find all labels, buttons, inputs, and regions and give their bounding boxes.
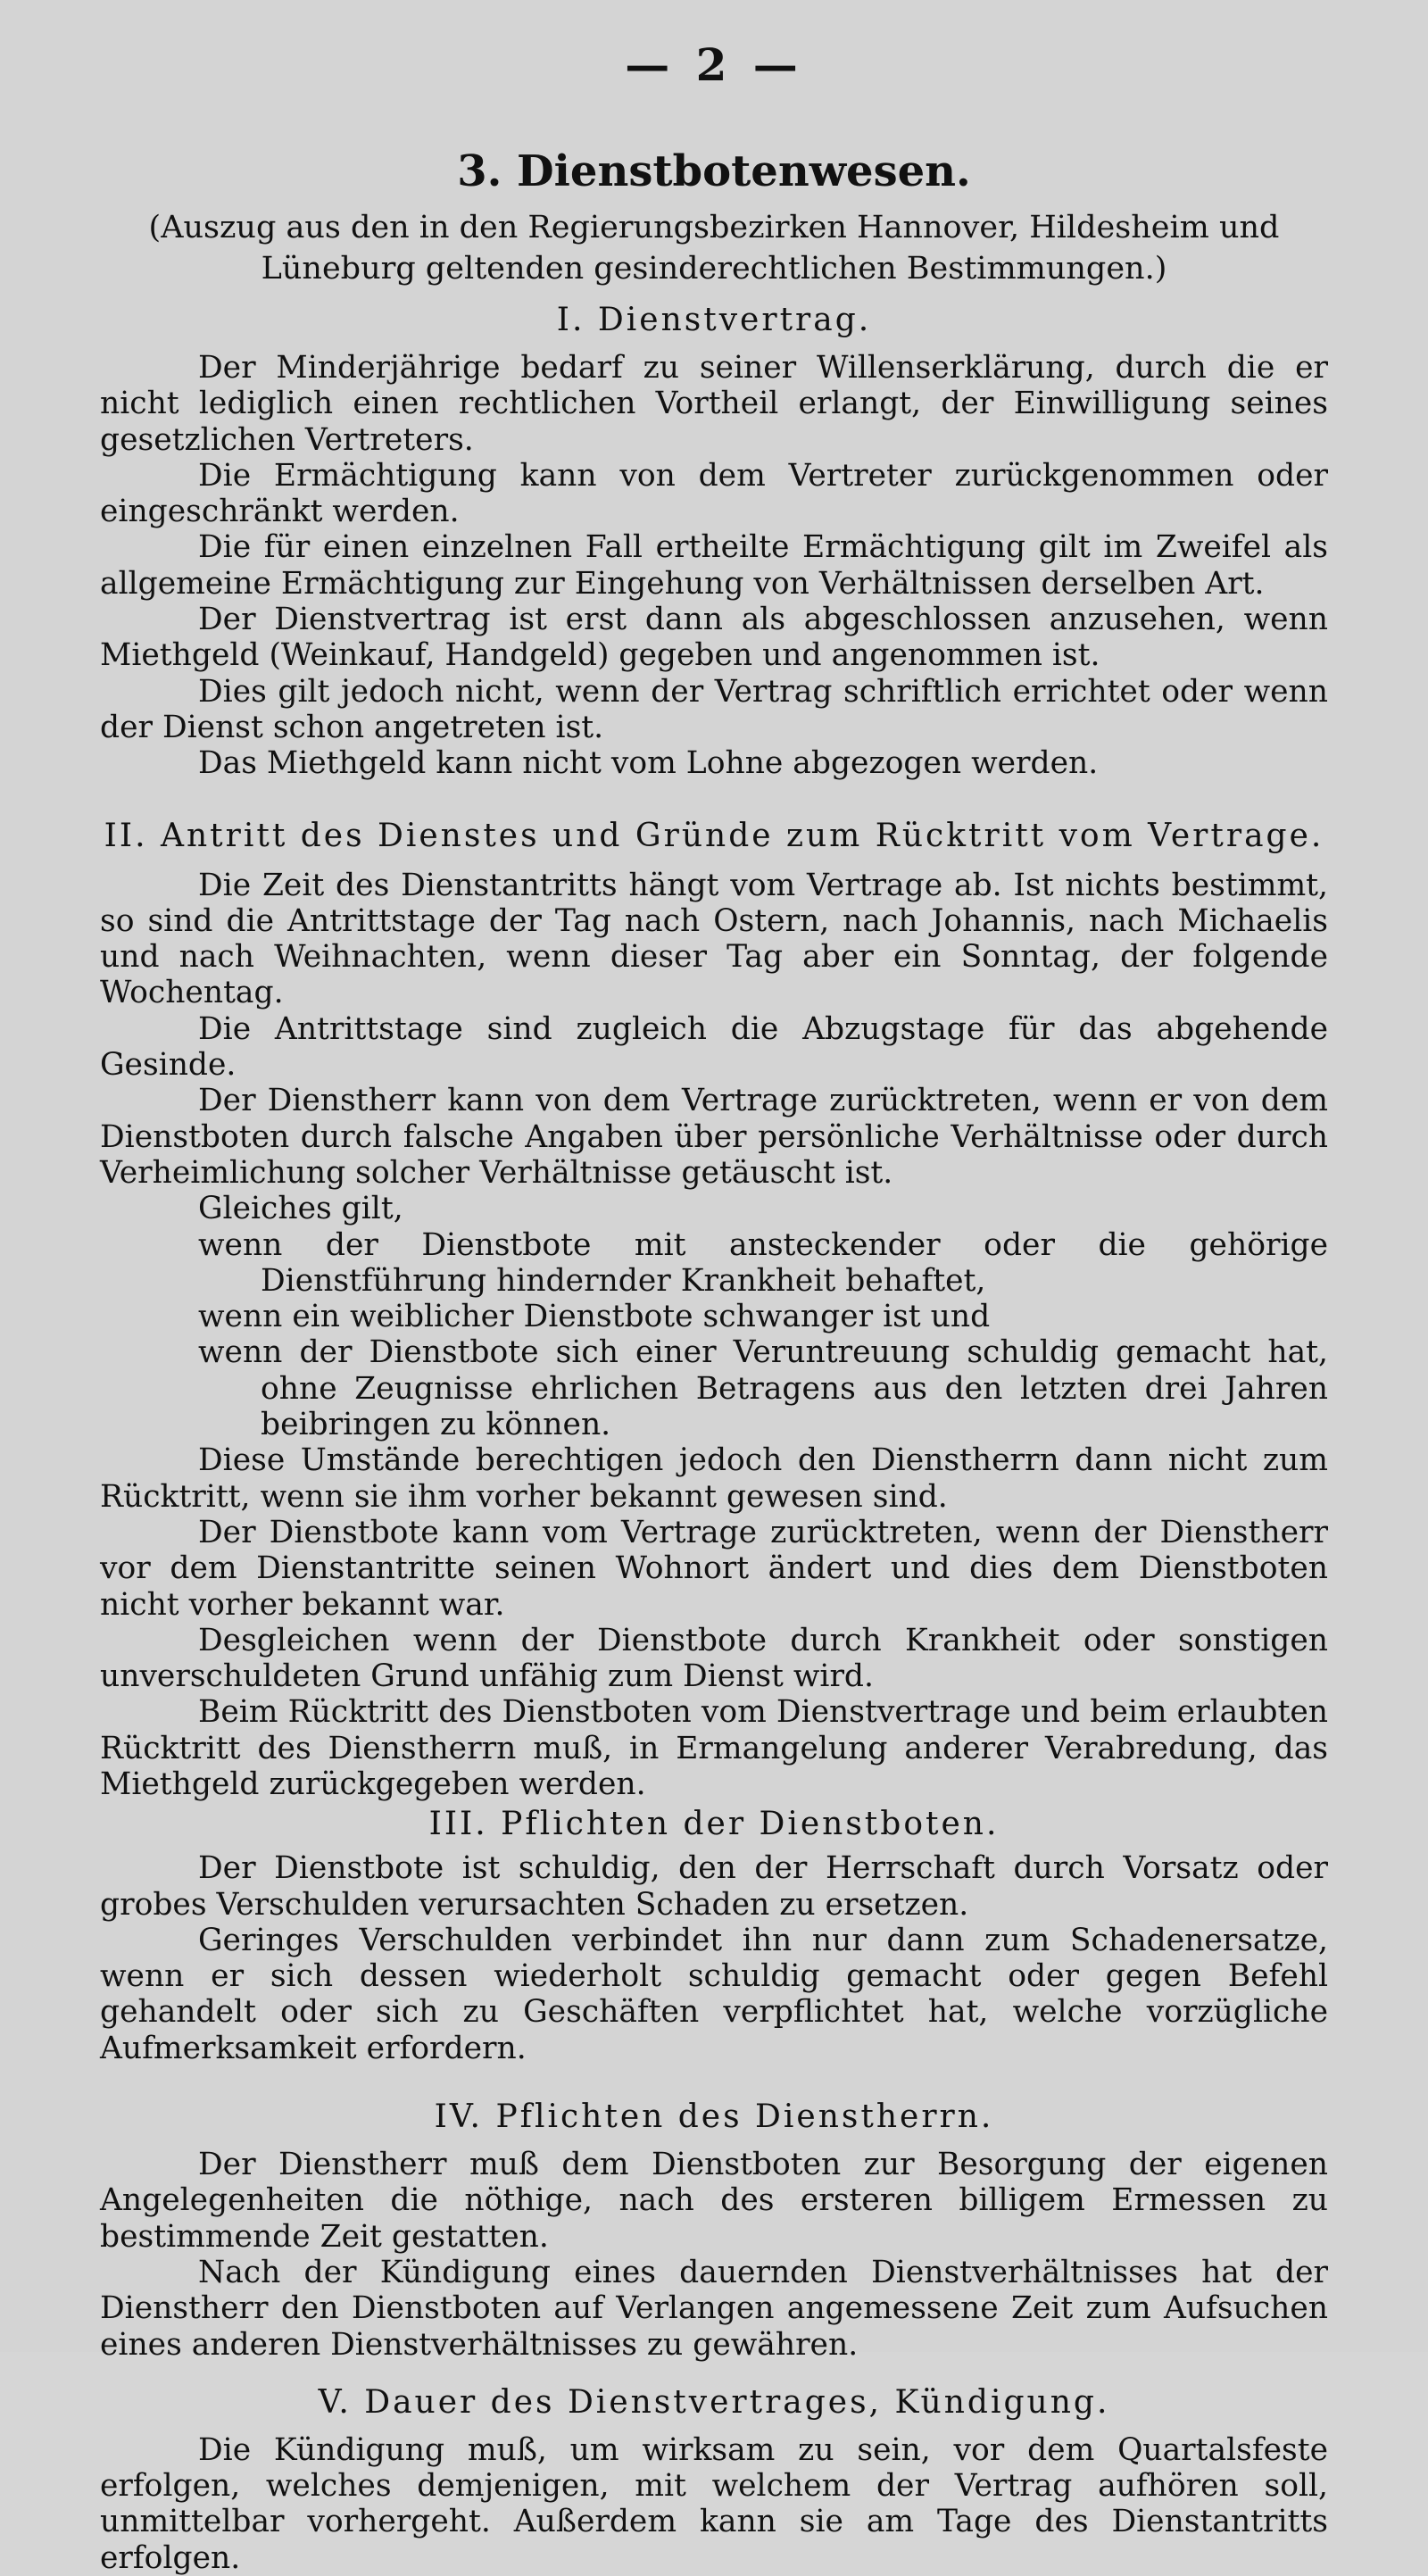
- section-heading: III. Pflichten der Dienstboten.: [428, 1806, 1000, 1843]
- list-item: wenn der Dienstbote mit ansteckender oder die gehörige Dienstführung hindernder Krankheit behaftet,: [198, 1226, 1328, 1299]
- paragraph: Desgleichen wenn der Dienstbote durch Krankheit oder sonstigen unverschuldeten Grund unfähig zum Dienst wird.: [100, 1622, 1328, 1695]
- paragraph: Der Minderjährige bedarf zu seiner Willenserklärung, durch die er nicht lediglich einen rechtlichen Vortheil erlangt, der Einwilligung seines gesetzlichen Vertreters.: [100, 350, 1328, 458]
- paragraph: Die Kündigung muß, um wirksam zu sein, vor dem Quartalsfeste erfolgen, welches demjenigen, mit welchem der Vertrag aufhören soll, unmittelbar vorhergeht. Außerdem kann sie am Tage des Dienstantritts erfolgen.: [100, 2431, 1328, 2576]
- list-item: wenn der Dienstbote sich einer Veruntreuung schuldig gemacht hat, ohne Zeugnisse ehrlichen Betragens aus den letzten drei Jahren beibringen zu können.: [198, 1334, 1328, 1443]
- paragraph: Nach der Kündigung eines dauernden Dienstverhältnisses hat der Dienstherr den Dienstboten auf Verlangen angemessene Zeit zum Aufsuchen eines anderen Dienstverhältnisses zu gewähren.: [100, 2254, 1328, 2363]
- paragraph: Die für einen einzelnen Fall ertheilte Ermächtigung gilt im Zweifel als allgemeine Ermächtigung zur Eingehung von Verhältnissen derselben Art.: [100, 529, 1328, 602]
- paragraph: Der Dienstbote ist schuldig, den der Herrschaft durch Vorsatz oder grobes Verschulden verursachten Schaden zu ersetzen.: [100, 1850, 1328, 1923]
- paragraph: Die Antrittstage sind zugleich die Abzugstage für das abgehende Gesinde.: [100, 1010, 1328, 1084]
- section-heading: II. Antritt des Dienstes und Gründe zum Rücktritt vom Vertrage.: [104, 817, 1324, 854]
- paragraph: Der Dienstherr muß dem Dienstboten zur Besorgung der eigenen Angelegenheiten die nöthige, nach des ersteren billigem Ermessen zu bestimmende Zeit gestatten.: [100, 2147, 1328, 2255]
- section-2: [100, 816, 1328, 1803]
- section-heading: I. Dienstvertrag.: [556, 302, 872, 338]
- paragraph: Die Zeit des Dienstantritts hängt vom Vertrage ab. Ist nichts bestimmt, so sind die Antrittstage der Tag nach Ostern, nach Johannis, nach Michaelis und nach Weihnachten, wenn dieser Tag aber ein Sonntag, der folgende Wochentag.: [100, 867, 1328, 1011]
- section-3: [100, 1804, 1328, 2066]
- section-heading: V. Dauer des Dienstvertrages, Kündigung.: [318, 2383, 1110, 2421]
- paragraph: Die Ermächtigung kann von dem Vertreter zurückgenommen oder eingeschränkt werden.: [100, 457, 1328, 530]
- paragraph: Diese Umstände berechtigen jedoch den Dienstherrn dann nicht zum Rücktritt, wenn sie ihm vorher bekannt gewesen sind.: [100, 1442, 1328, 1515]
- paragraph: Geringes Verschulden verbindet ihn nur dann zum Schadenersatze, wenn er sich dessen wiederholt schuldig gemacht oder gegen Befehl gehandelt oder sich zu Geschäften verpflichtet hat, welche vorzügliche Aufmerksamkeit erfordern.: [100, 1922, 1328, 2066]
- section-1: [100, 300, 1328, 782]
- paragraph: Der Dienstherr kann von dem Vertrage zurücktreten, wenn er von dem Dienstboten durch falsche Angaben über persönliche Verhältnisse oder durch Verheimlichung solcher Verhältnisse getäuscht ist.: [100, 1083, 1328, 1191]
- paragraph: Das Miethgeld kann nicht vom Lohne abgezogen werden.: [198, 745, 1099, 782]
- paragraph: Der Dienstvertrag ist erst dann als abgeschlossen anzusehen, wenn Miethgeld (Weinkauf, Handgeld) gegeben und angenommen ist.: [100, 602, 1328, 674]
- paragraph: Dies gilt jedoch nicht, wenn der Vertrag schriftlich errichtet oder wenn der Dienst schon angetreten ist.: [100, 673, 1328, 745]
- list-item: wenn ein weiblicher Dienstbote schwanger ist und: [198, 1299, 991, 1335]
- page-subtitle: (Auszug aus den in den Regierungsbezirken Hannover, Hildesheim und Lüneburg geltenden gesinderechtlichen Bestimmungen.): [148, 210, 1280, 287]
- paragraph: Der Dienstbote kann vom Vertrage zurücktreten, wenn der Dienstherr vor dem Dienstantritte seinen Wohnort ändert und dies dem Dienstboten nicht vorher bekannt war.: [100, 1514, 1328, 1623]
- section-4: [100, 2097, 1328, 2363]
- paragraph: Beim Rücktritt des Dienstboten vom Dienstvertrage und beim erlaubten Rücktritt des Dienstherrn muß, in Ermangelung anderer Verabredung, das Miethgeld zurückgegeben werden.: [100, 1694, 1328, 1802]
- section-heading: IV. Pflichten des Dienstherrn.: [434, 2098, 994, 2136]
- page-title: 3. Dienstbotenwesen.: [457, 146, 971, 196]
- page-number: — 2 —: [625, 38, 803, 91]
- section-5: [100, 2382, 1328, 2576]
- paragraph: Gleiches gilt,: [198, 1191, 403, 1227]
